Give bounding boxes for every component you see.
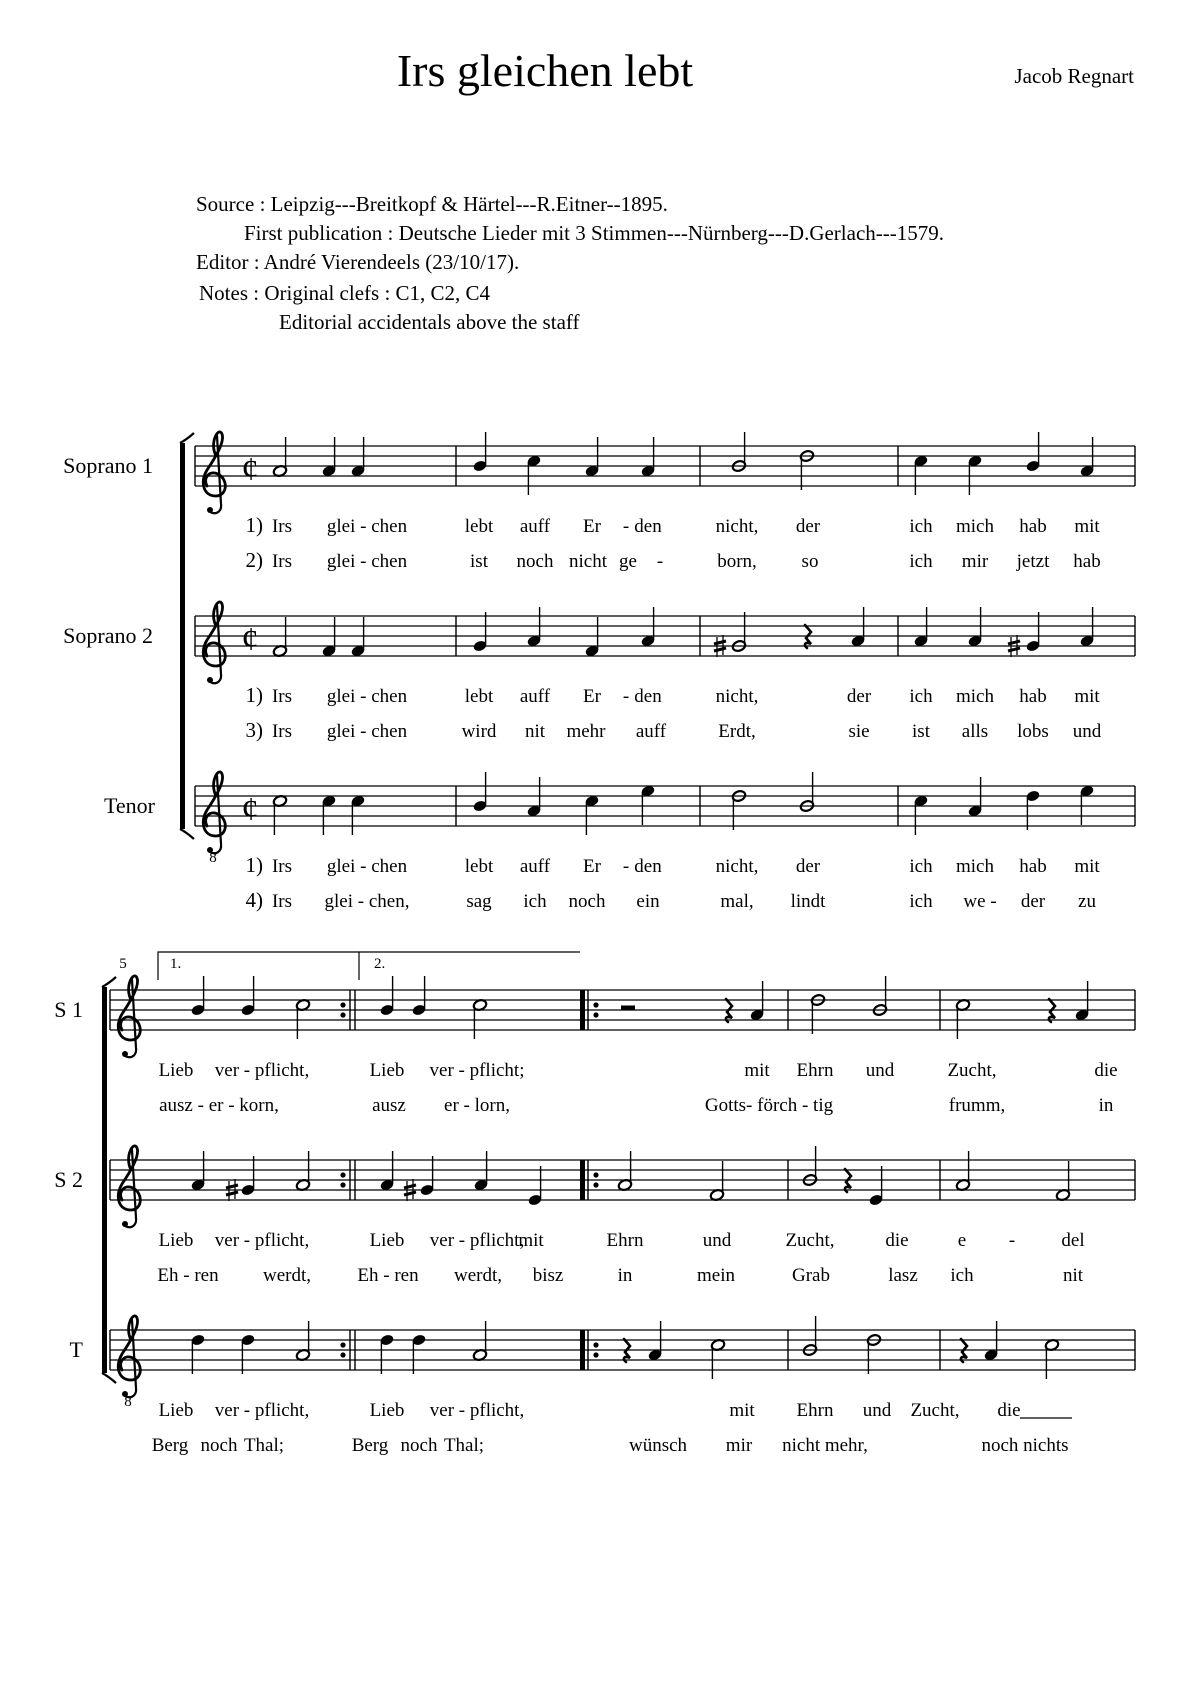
lyric-syllable: auff <box>519 686 551 707</box>
lyric-syllable: Irs <box>271 891 293 912</box>
lyric-syllable: Irs <box>271 516 293 537</box>
lyric-syllable: lebt <box>464 686 494 707</box>
lyric-syllable: ich <box>909 891 933 912</box>
editor-line: Editor : André Vierendeels (23/10/17). <box>196 250 520 274</box>
lyric-syllable: ich <box>909 516 933 537</box>
thick-barline <box>580 1160 585 1200</box>
treble-clef <box>203 602 225 683</box>
lyric-syllable: nicht mehr, <box>782 1435 868 1456</box>
lyric-syllable: lebt <box>464 516 494 537</box>
lyric-syllable: nit <box>1062 1265 1084 1286</box>
lyric-syllable: sag <box>466 891 492 912</box>
repeat-dots <box>340 1342 345 1347</box>
lyric-syllable: nicht <box>569 551 607 572</box>
lyric-syllable: mit <box>1074 856 1100 877</box>
verse-number: 4) <box>245 888 263 912</box>
lyric-syllable: und <box>865 1060 895 1081</box>
lyric-syllable: noch <box>200 1435 238 1456</box>
lyric-syllable: noch <box>516 551 554 572</box>
repeat-dots <box>340 1012 345 1017</box>
voice-name-short: T <box>69 1337 83 1362</box>
lyric-syllable: ich <box>950 1265 974 1286</box>
lyric-syllable: wird <box>461 721 497 742</box>
lyric-syllable: e <box>957 1230 967 1251</box>
octave-mark: 8 <box>124 1394 132 1410</box>
lyric-syllable: ausz - er - korn, <box>159 1095 279 1116</box>
treble-clef <box>203 772 225 853</box>
repeat-dots <box>593 1172 598 1177</box>
notes-line: Notes : Original clefs : C1, C2, C4 <box>199 281 491 305</box>
lyric-syllable: nicht, <box>715 686 759 707</box>
verse-number: 3) <box>245 718 263 742</box>
repeat-dots <box>593 1012 598 1017</box>
lyric-syllable: Lieb <box>158 1400 194 1421</box>
lyric-syllable: mich <box>956 686 994 707</box>
lyric-syllable: der <box>795 516 821 537</box>
lyric-syllable: der <box>1020 891 1046 912</box>
lyric-syllable: so <box>801 551 819 572</box>
volta-bracket-1 <box>158 952 359 980</box>
system-bracket <box>102 987 107 1373</box>
lyric-syllable: der <box>846 686 872 707</box>
lyric-syllable: - <box>622 516 630 537</box>
lyric-syllable: ich <box>909 856 933 877</box>
lyric-syllable: nicht, <box>715 516 759 537</box>
lyric-syllable: nicht, <box>715 856 759 877</box>
lyric-syllable: mein <box>697 1265 735 1286</box>
lyric-syllable: alls <box>961 721 989 742</box>
lyric-syllable: jetzt <box>1016 551 1050 572</box>
page-title: Irs gleichen lebt <box>396 45 694 96</box>
voice-name-short: S 2 <box>54 1167 83 1192</box>
lyric-syllable: glei - chen, <box>324 891 410 912</box>
verse-number: 1) <box>245 683 263 707</box>
bracket-hook <box>102 977 116 987</box>
repeat-dots <box>340 1352 345 1357</box>
lyric-syllable: Berg <box>351 1435 389 1456</box>
lyric-syllable: werdt, <box>262 1265 312 1286</box>
lyric-syllable: mir <box>725 1435 753 1456</box>
lyric-syllable: lebt <box>464 856 494 877</box>
lyric-syllable: lindt <box>790 891 826 912</box>
lyric-syllable: in <box>617 1265 633 1286</box>
lyric-syllable: lasz <box>888 1265 918 1286</box>
composer: Jacob Regnart <box>1014 64 1134 88</box>
lyric-syllable: hab <box>1019 516 1047 537</box>
lyric-syllable: mit <box>1074 516 1100 537</box>
lyric-syllable: sie <box>848 721 870 742</box>
lyric-syllable: Lieb <box>158 1060 194 1081</box>
repeat-dots <box>340 1182 345 1187</box>
lyric-syllable: ist <box>912 721 930 742</box>
lyric-syllable: Gotts- förch - tig <box>704 1095 834 1116</box>
repeat-dots <box>593 1182 598 1187</box>
time-signature: ¢ <box>241 451 259 488</box>
lyric-syllable: Zucht, <box>910 1400 960 1421</box>
lyric-syllable: Berg <box>151 1435 189 1456</box>
lyric-syllable: auff <box>519 516 551 537</box>
lyric-syllable: mal, <box>720 891 754 912</box>
treble-clef <box>203 432 225 513</box>
lyric-syllable: Eh - ren <box>357 1265 419 1286</box>
lyric-syllable: Grab <box>792 1265 830 1286</box>
lyric-syllable: Irs <box>271 856 293 877</box>
lyric-syllable: we - <box>963 891 997 912</box>
lyric-syllable: glei - chen <box>326 686 408 707</box>
lyric-syllable: noch <box>568 891 606 912</box>
lyric-syllable: glei - chen <box>326 516 408 537</box>
lyric-syllable: ge <box>619 551 637 572</box>
lyric-syllable: auff <box>635 721 667 742</box>
lyric-syllable: die <box>1094 1060 1118 1081</box>
voice-name: Soprano 2 <box>63 623 153 648</box>
lyric-syllable: Zucht, <box>785 1230 835 1251</box>
lyric-syllable: - <box>1008 1230 1016 1251</box>
lyric-syllable: hab <box>1019 856 1047 877</box>
lyric-syllable: Ehrn <box>796 1400 834 1421</box>
lyric-syllable: und <box>1072 721 1102 742</box>
lyric-syllable: bisz <box>532 1265 564 1286</box>
lyric-syllable: mit <box>744 1060 770 1081</box>
lyric-syllable: frumm, <box>948 1095 1006 1116</box>
lyric-syllable: Thal; <box>243 1435 285 1456</box>
lyric-syllable: Thal; <box>443 1435 485 1456</box>
lyric-syllable: glei - chen <box>326 551 408 572</box>
thick-barline <box>580 990 585 1030</box>
voice-name: Soprano 1 <box>63 453 153 478</box>
repeat-dots <box>340 1002 345 1007</box>
voice-name: Tenor <box>104 793 155 818</box>
voice-name-short: S 1 <box>54 997 83 1022</box>
lyric-syllable: mit <box>518 1230 544 1251</box>
lyric-syllable: mich <box>956 856 994 877</box>
lyric-syllable: lobs <box>1017 721 1049 742</box>
lyric-syllable: den <box>634 516 662 537</box>
lyric-syllable: er - lorn, <box>444 1095 510 1116</box>
measure-number: 5 <box>119 956 127 972</box>
lyric-syllable: wünsch <box>628 1435 688 1456</box>
lyric-syllable: - <box>622 856 630 877</box>
lyric-syllable: ist <box>470 551 488 572</box>
lyric-syllable: Irs <box>271 686 293 707</box>
lyric-syllable: - <box>656 551 664 572</box>
volta-label-2: 2. <box>374 956 386 972</box>
time-signature: ¢ <box>241 621 259 658</box>
lyric-syllable: in <box>1098 1095 1114 1116</box>
verse-number: 1) <box>245 853 263 877</box>
lyric-syllable: noch <box>400 1435 438 1456</box>
lyric-syllable: glei - chen <box>326 856 408 877</box>
thick-barline <box>580 1330 585 1370</box>
lyric-syllable: werdt, <box>453 1265 503 1286</box>
lyric-syllable: mit <box>729 1400 755 1421</box>
repeat-dots <box>340 1172 345 1177</box>
lyric-syllable: Ehrn <box>796 1060 834 1081</box>
lyric-syllable: hab <box>1019 686 1047 707</box>
lyric-syllable: ver - pflicht; <box>429 1060 525 1081</box>
lyric-syllable: und <box>702 1230 732 1251</box>
lyric-syllable: Zucht, <box>947 1060 997 1081</box>
lyric-syllable: zu <box>1078 891 1096 912</box>
bracket-hook <box>180 829 194 839</box>
treble-clef <box>118 976 140 1057</box>
half-rest <box>621 1006 635 1011</box>
lyric-syllable: die <box>885 1230 909 1251</box>
bracket-hook <box>180 433 194 443</box>
lyric-syllable: und <box>862 1400 892 1421</box>
lyric-syllable: ver - pflicht, <box>429 1400 525 1421</box>
lyric-syllable: born, <box>717 551 757 572</box>
lyric-syllable: Erdt, <box>718 721 756 742</box>
lyric-syllable: ver - pflicht, <box>214 1060 310 1081</box>
first-publication-line: First publication : Deutsche Lieder mit 3 Stimmen---Nürnberg---D.Gerlach---1579. <box>244 221 945 245</box>
verse-number: 1) <box>245 513 263 537</box>
lyric-syllable: Er <box>583 856 601 877</box>
lyric-syllable: noch nichts <box>981 1435 1069 1456</box>
lyric-syllable: ver - pflicht, <box>214 1400 310 1421</box>
lyric-syllable: Lieb <box>369 1060 405 1081</box>
lyric-syllable: ich <box>523 891 547 912</box>
time-signature: ¢ <box>241 791 259 828</box>
lyric-syllable: Ehrn <box>606 1230 644 1251</box>
bracket-hook <box>102 1373 116 1383</box>
lyric-syllable: ich <box>909 686 933 707</box>
lyric-syllable: ausz <box>372 1095 406 1116</box>
lyric-syllable: - <box>622 686 630 707</box>
lyric-syllable: Er <box>583 516 601 537</box>
lyric-syllable: del <box>1061 1230 1085 1251</box>
lyric-syllable: ver - pflicht, <box>429 1230 525 1251</box>
lyric-syllable: Er <box>583 686 601 707</box>
system-bracket <box>180 443 185 829</box>
lyric-syllable: mit <box>1074 686 1100 707</box>
repeat-dots <box>593 1352 598 1357</box>
lyric-syllable: hab <box>1073 551 1101 572</box>
repeat-dots <box>593 1002 598 1007</box>
lyric-syllable: die <box>997 1400 1021 1421</box>
lyric-syllable: mir <box>961 551 989 572</box>
octave-mark: 8 <box>209 850 217 866</box>
lyric-syllable: ver - pflicht, <box>214 1230 310 1251</box>
lyric-syllable: den <box>634 856 662 877</box>
lyric-syllable: Irs <box>271 551 293 572</box>
lyric-syllable: Lieb <box>158 1230 194 1251</box>
lyric-syllable: mich <box>956 516 994 537</box>
lyric-syllable: glei - chen <box>326 721 408 742</box>
treble-clef <box>118 1316 140 1397</box>
lyric-syllable: Eh - ren <box>157 1265 219 1286</box>
lyric-syllable: Irs <box>271 721 293 742</box>
lyric-syllable: auff <box>519 856 551 877</box>
notes-line-2: Editorial accidentals above the staff <box>279 310 580 334</box>
lyric-syllable: den <box>634 686 662 707</box>
lyric-syllable: Lieb <box>369 1400 405 1421</box>
lyric-syllable: mehr <box>566 721 606 742</box>
volta-bracket-2 <box>359 952 580 980</box>
lyric-syllable: ich <box>909 551 933 572</box>
source-line: Source : Leipzig---Breitkopf & Härtel---R.Eitner--1895. <box>196 192 668 216</box>
repeat-dots <box>593 1342 598 1347</box>
lyric-syllable: nit <box>524 721 546 742</box>
verse-number: 2) <box>245 548 263 572</box>
lyric-syllable: der <box>795 856 821 877</box>
lyric-syllable: ein <box>636 891 660 912</box>
treble-clef <box>118 1146 140 1227</box>
lyric-syllable: Lieb <box>369 1230 405 1251</box>
volta-label-1: 1. <box>170 956 182 972</box>
